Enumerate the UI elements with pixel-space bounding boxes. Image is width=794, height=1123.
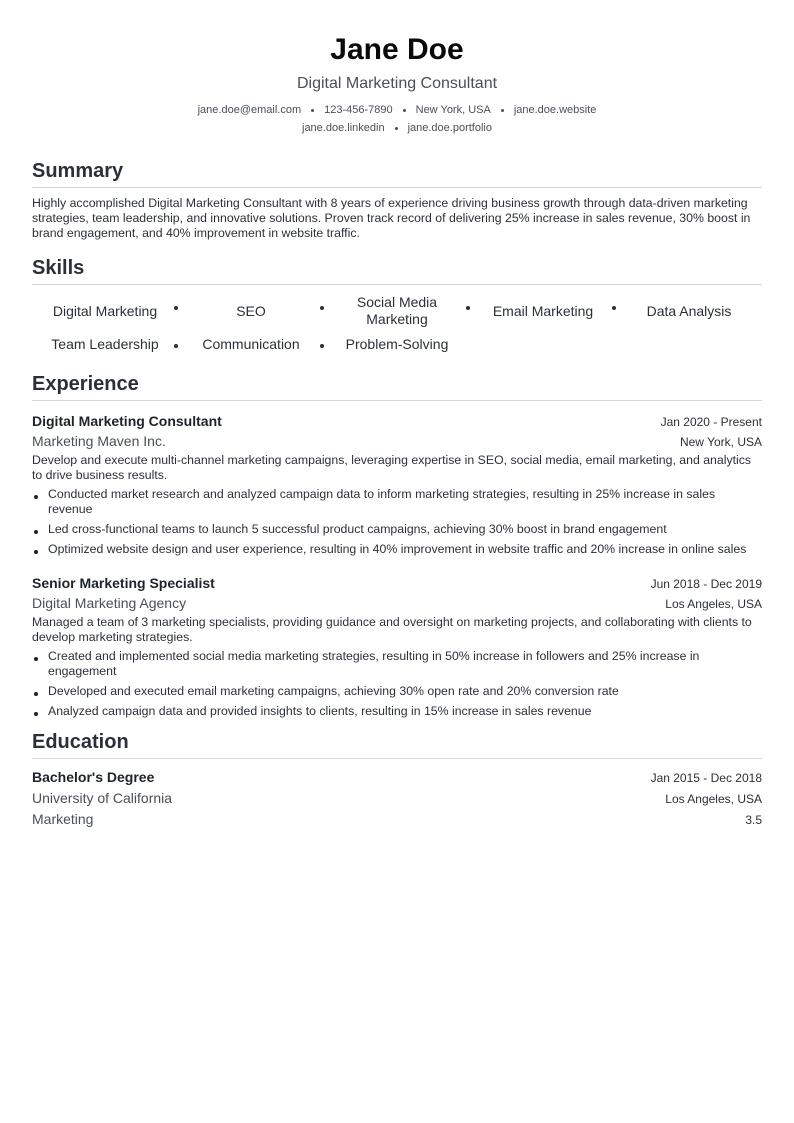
job-achievements	[32, 487, 762, 557]
summary-text: Highly accomplished Digital Marketing Consultant with 8 years of experience driving business growth through data-driven marketing strategies, team leadership, and innovative solutions. Proven track record of delivering 25% increase in sales revenue, 30% boost in brand engagement, and 40% improvement in website traffic.	[32, 196, 751, 240]
experience-section	[32, 371, 762, 719]
job-dates: Jun 2018 - Dec 2019	[650, 577, 762, 591]
candidate-name: Jane Doe	[330, 33, 464, 66]
section-divider	[32, 758, 762, 759]
skill-label: Social Media Marketing	[356, 294, 438, 327]
contact-portfolio[interactable]: jane.doe.portfolio	[407, 122, 492, 134]
degree-name: Bachelor's Degree	[32, 769, 155, 785]
achievement-text: Optimized website design and user experience, resulting in 40% improvement in website traffic and 20% increase in online sales	[48, 542, 747, 556]
separator-dot	[395, 127, 398, 130]
contact-linkedin[interactable]: jane.doe.linkedin	[302, 122, 385, 134]
candidate-headline: Digital Marketing Consultant	[296, 75, 498, 92]
job-location: Los Angeles, USA	[665, 597, 762, 611]
section-title: Summary	[32, 160, 124, 182]
job-dates: Jan 2020 - Present	[660, 415, 762, 429]
field-of-study: Marketing	[32, 811, 94, 827]
skill-item	[178, 294, 324, 328]
skill-label: Data Analysis	[646, 302, 732, 319]
separator-dot	[311, 109, 314, 112]
section-divider	[32, 284, 762, 285]
skill-label: Digital Marketing	[52, 302, 158, 319]
separator-dot	[501, 109, 504, 112]
achievement-text: Developed and executed email marketing campaigns, achieving 30% open rate and 20% conversion rate	[48, 684, 619, 698]
education-section	[32, 729, 762, 830]
education-entry	[32, 767, 762, 830]
contact-line-1	[32, 101, 762, 119]
bullet-dot	[34, 530, 38, 534]
bullet-dot	[34, 657, 38, 661]
education-dates: Jan 2015 - Dec 2018	[650, 771, 762, 785]
skills-list	[32, 294, 762, 357]
school-name: University of California	[32, 790, 173, 806]
skill-item	[324, 294, 470, 328]
section-divider	[32, 400, 762, 401]
achievement-text: Analyzed campaign data and provided insights to clients, resulting in 15% increase in sales revenue	[48, 704, 592, 718]
achievement-item	[32, 487, 762, 517]
company-name: Digital Marketing Agency	[32, 595, 187, 611]
job-description: Managed a team of 3 marketing specialists, providing guidance and oversight on marketing projects, and collaborating with clients to develop marketing strategies.	[32, 615, 752, 644]
skill-item	[32, 294, 178, 328]
school-location: Los Angeles, USA	[665, 792, 762, 806]
section-title: Education	[32, 731, 129, 753]
separator-dot	[403, 109, 406, 112]
skill-label: Email Marketing	[492, 302, 594, 319]
achievement-text: Led cross-functional teams to launch 5 successful product campaigns, achieving 30% boost in brand engagement	[48, 522, 667, 536]
section-title: Experience	[32, 373, 139, 395]
section-title: Skills	[32, 257, 85, 279]
achievement-item	[32, 649, 762, 679]
skill-item	[324, 332, 470, 357]
job-description: Develop and execute multi-channel marketing campaigns, leveraging expertise in SEO, social media, email marketing, and analytics to drive business results.	[32, 453, 752, 482]
contact-phone[interactable]: 123-456-7890	[324, 104, 393, 116]
contact-line-2	[32, 119, 762, 137]
job-title: Senior Marketing Specialist	[32, 575, 215, 591]
bullet-dot	[34, 712, 38, 716]
skill-label: Team Leadership	[51, 336, 159, 352]
resume-header	[32, 0, 762, 137]
job-achievements	[32, 649, 762, 719]
bullet-dot	[34, 550, 38, 554]
contact-location: New York, USA	[415, 104, 491, 116]
company-name: Marketing Maven Inc.	[32, 433, 166, 449]
job-title: Digital Marketing Consultant	[32, 413, 222, 429]
skill-label: SEO	[236, 302, 266, 319]
bullet-dot	[34, 692, 38, 696]
skill-item	[32, 332, 178, 357]
gpa: 3.5	[745, 813, 762, 827]
contact-website[interactable]: jane.doe.website	[513, 104, 597, 116]
skill-label: Problem-Solving	[345, 336, 449, 352]
bullet-dot	[34, 495, 38, 499]
contact-email[interactable]: jane.doe@email.com	[197, 104, 302, 116]
skill-label: Communication	[202, 336, 300, 352]
section-divider	[32, 187, 762, 188]
achievement-item	[32, 522, 762, 537]
achievement-item	[32, 704, 762, 719]
job-entry	[32, 411, 762, 557]
skills-section	[32, 255, 762, 357]
skill-item	[178, 332, 324, 357]
achievement-text: Created and implemented social media marketing strategies, resulting in 50% increase in followers and 25% increase in engagement	[48, 649, 700, 678]
achievement-item	[32, 684, 762, 699]
skill-item	[470, 294, 616, 328]
summary-section	[32, 158, 762, 241]
achievement-item	[32, 542, 762, 557]
job-entry	[32, 573, 762, 719]
job-location: New York, USA	[679, 435, 762, 449]
skill-item	[616, 294, 762, 328]
achievement-text: Conducted market research and analyzed campaign data to inform marketing strategies, resulting in 25% increase in sales revenue	[48, 487, 716, 516]
